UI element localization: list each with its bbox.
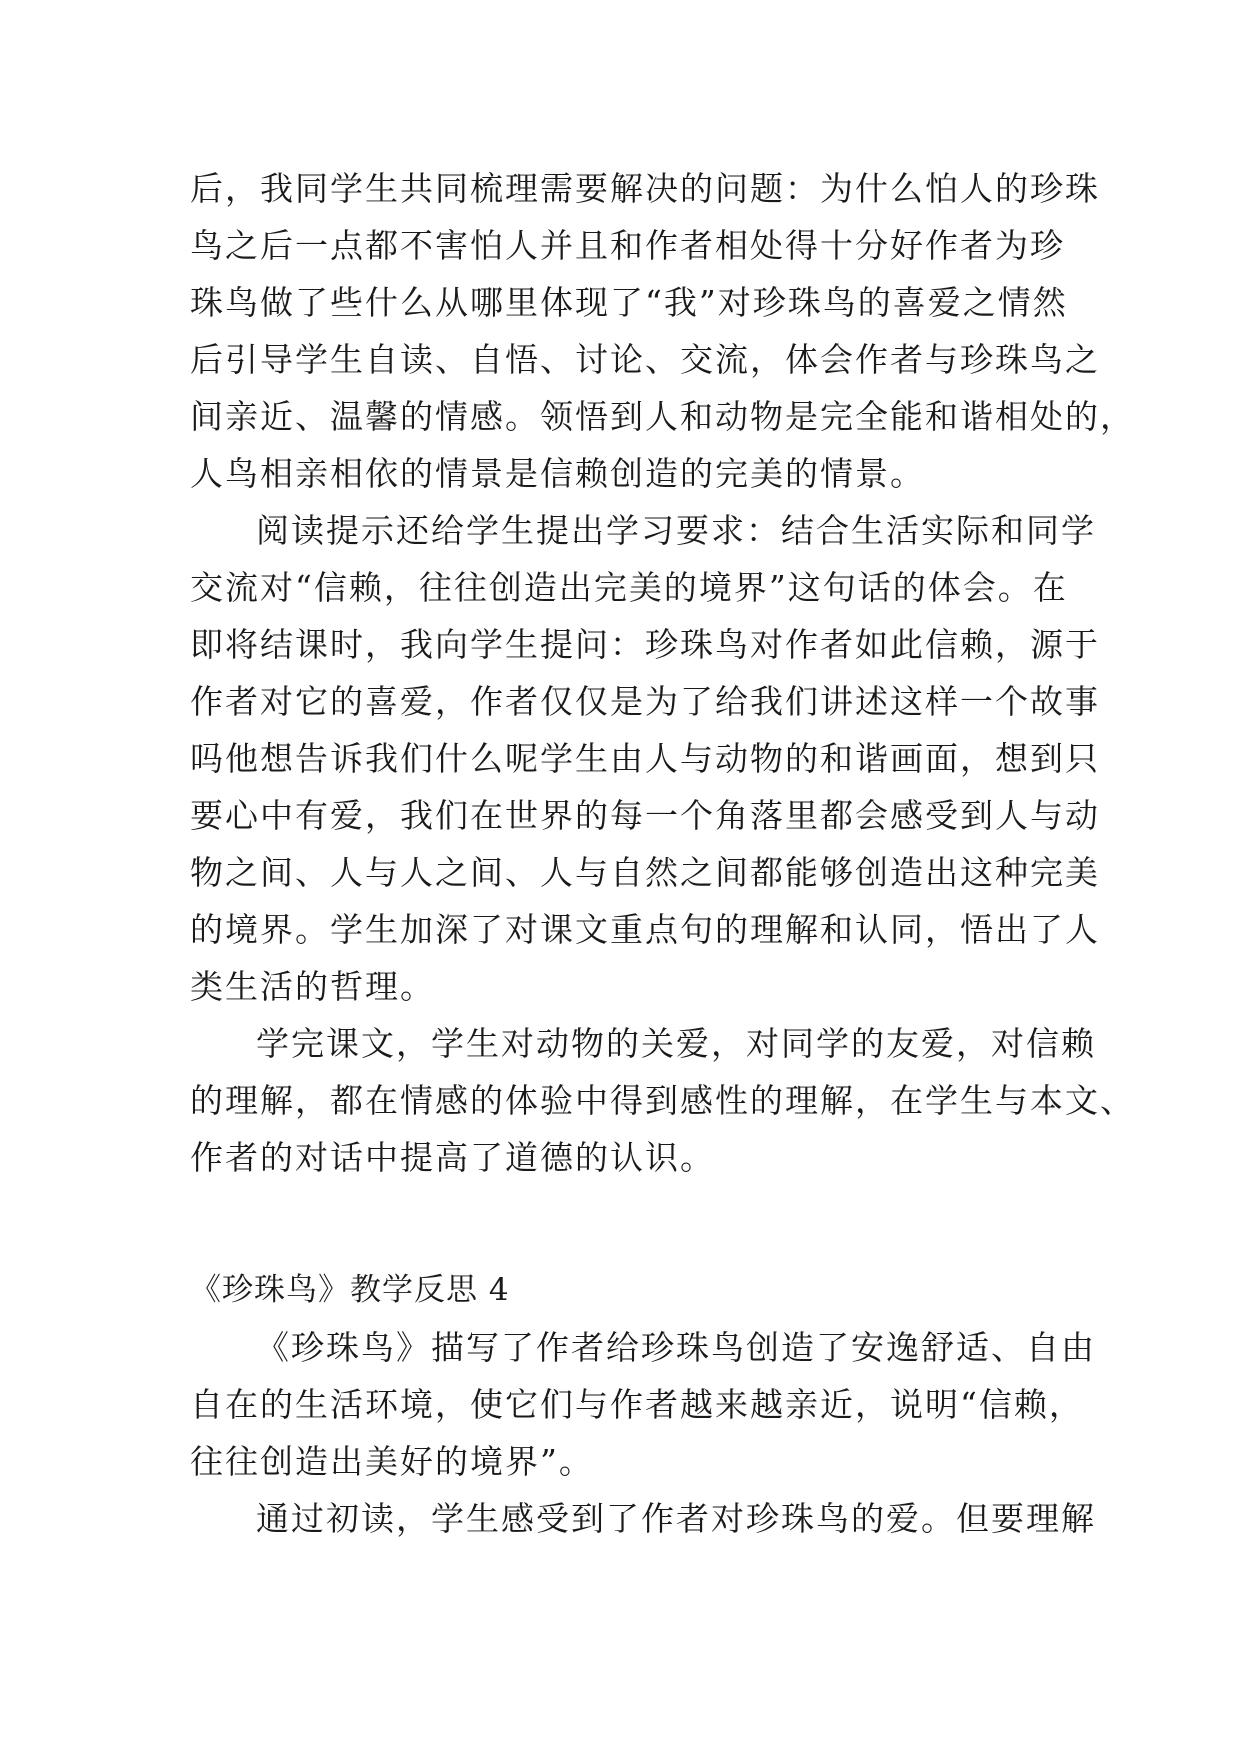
text-line: 阅读提示还给学生提出学习要求：结合生活实际和同学 [256, 511, 1096, 550]
text-line: 通过初读，学生感受到了作者对珍珠鸟的爱。但要理解 [256, 1499, 1096, 1538]
text-line: 要心中有爱，我们在世界的每一个角落里都会感受到人与动 [190, 796, 1100, 835]
paragraph-4 [190, 1319, 1096, 1490]
text-line: 作者对它的喜爱，作者仅仅是为了给我们讲述这样一个故事 [190, 682, 1100, 721]
text-line: 作者的对话中提高了道德的认识。 [190, 1138, 715, 1177]
text-line: 人鸟相亲相依的情景是信赖创造的完美的情景。 [190, 454, 925, 493]
text-line: 自在的生活环境，使它们与作者越来越亲近，说明“信赖， [190, 1385, 1084, 1424]
text-line: 类生活的哲理。 [190, 967, 435, 1006]
paragraph-1 [190, 160, 1135, 502]
text-line: 往往创造出美好的境界”。 [190, 1442, 594, 1481]
text-line: 物之间、人与人之间、人与自然之间都能够创造出这种完美 [190, 853, 1100, 892]
text-line: 交流对“信赖，往往创造出完美的境界”这句话的体会。在 [190, 568, 1068, 607]
section-heading: 《珍珠鸟》教学反思 4 [190, 1272, 510, 1308]
text-line: 的理解，都在情感的体验中得到感性的理解，在学生与本文、 [190, 1081, 1135, 1120]
text-line: 后，我同学生共同梳理需要解决的问题：为什么怕人的珍珠 [190, 169, 1100, 208]
paragraph-2 [190, 502, 1100, 1015]
text-line: 吗他想告诉我们什么呢学生由人与动物的和谐画面，想到只 [190, 739, 1100, 778]
text-line: 后引导学生自读、自悟、讨论、交流，体会作者与珍珠鸟之 [190, 340, 1100, 379]
paragraph-5 [190, 1490, 1096, 1547]
text-line: 的境界。学生加深了对课文重点句的理解和认同，悟出了人 [190, 910, 1100, 949]
text-line: 珠鸟做了些什么从哪里体现了“我”对珍珠鸟的喜爱之情然 [190, 283, 1068, 322]
paragraph-3 [190, 1015, 1135, 1186]
text-line: 间亲近、温馨的情感。领悟到人和动物是完全能和谐相处的， [190, 397, 1135, 436]
text-line: 《珍珠鸟》描写了作者给珍珠鸟创造了安逸舒适、自由 [256, 1328, 1096, 1367]
text-line: 即将结课时，我向学生提问：珍珠鸟对作者如此信赖，源于 [190, 625, 1100, 664]
text-line: 学完课文，学生对动物的关爱，对同学的友爱，对信赖 [256, 1024, 1096, 1063]
text-line: 鸟之后一点都不害怕人并且和作者相处得十分好作者为珍 [190, 226, 1065, 265]
